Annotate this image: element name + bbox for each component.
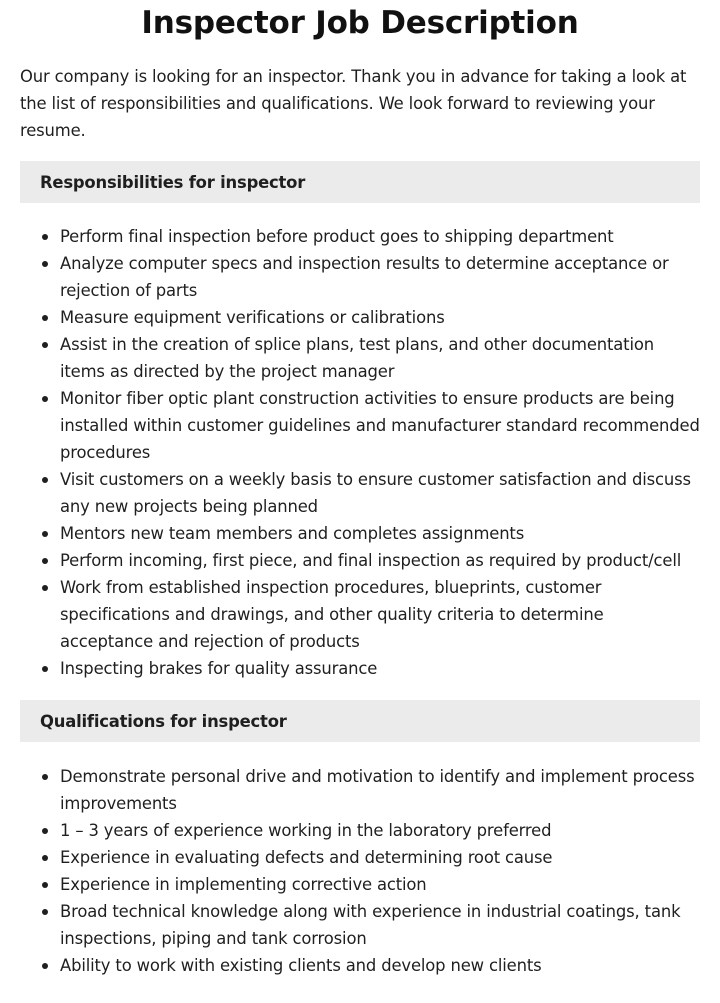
list-item: Monitor fiber optic plant construction activities to ensure products are being installed within customer guidelines and manufacturer standard recommended procedures bbox=[60, 385, 700, 466]
list-item: Measure equipment verifications or calibrations bbox=[60, 304, 700, 331]
list-item: Broad technical knowledge along with experience in industrial coatings, tank inspections, piping and tank corrosion bbox=[60, 898, 700, 952]
list-item: Experience in implementing corrective action bbox=[60, 871, 700, 898]
list-item: Demonstrate personal drive and motivation to identify and implement process improvements bbox=[60, 763, 700, 817]
intro-paragraph: Our company is looking for an inspector. Thank you in advance for taking a look at the list of responsibilities and qualifications. We look forward to reviewing your resume. bbox=[20, 67, 687, 140]
list-item: Visit customers on a weekly basis to ensure customer satisfaction and discuss any new projects being planned bbox=[60, 466, 700, 520]
list-item: Inspecting brakes for quality assurance bbox=[60, 655, 700, 682]
list-item: Assist in the creation of splice plans, test plans, and other documentation items as directed by the project manager bbox=[60, 331, 700, 385]
qualifications-list bbox=[20, 763, 700, 979]
qualifications-heading: Qualifications for inspector bbox=[20, 700, 700, 742]
page-title: Inspector Job Description bbox=[141, 5, 579, 41]
list-item: Work from established inspection procedures, blueprints, customer specifications and drawings, and other quality criteria to determine acceptance and rejection of products bbox=[60, 574, 700, 655]
list-item: Analyze computer specs and inspection results to determine acceptance or rejection of parts bbox=[60, 250, 700, 304]
list-item: Perform incoming, first piece, and final inspection as required by product/cell bbox=[60, 547, 700, 574]
list-item: Perform final inspection before product goes to shipping department bbox=[60, 223, 700, 250]
list-item: 1 – 3 years of experience working in the laboratory preferred bbox=[60, 817, 700, 844]
responsibilities-list bbox=[20, 223, 700, 682]
responsibilities-heading: Responsibilities for inspector bbox=[20, 161, 700, 203]
list-item: Experience in evaluating defects and determining root cause bbox=[60, 844, 700, 871]
list-item: Mentors new team members and completes assignments bbox=[60, 520, 700, 547]
list-item: Ability to work with existing clients and develop new clients bbox=[60, 952, 700, 979]
